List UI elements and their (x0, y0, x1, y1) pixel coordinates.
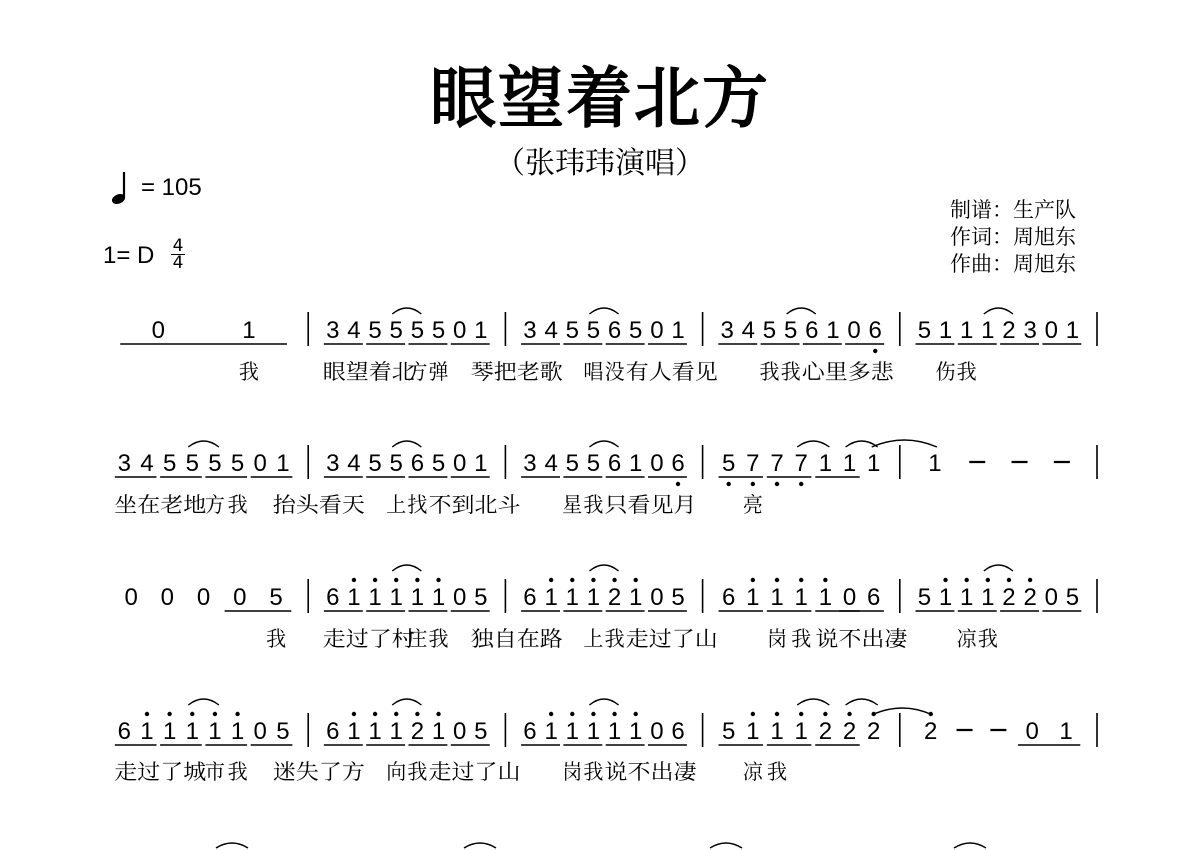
lyric: 岗 (767, 627, 788, 651)
note: 0 (847, 317, 861, 344)
lyric: 坐在老地 (114, 493, 207, 517)
note: 5 (185, 450, 199, 477)
note: 7 (794, 450, 808, 477)
note: 1 (818, 450, 833, 477)
tempo-text: = 105 (141, 174, 202, 201)
slur (392, 308, 421, 314)
slur (787, 308, 816, 314)
note: 1 (867, 450, 881, 477)
note: 0 (842, 584, 857, 611)
note: 5 (389, 317, 403, 344)
high-octave-dot (373, 578, 377, 582)
note: 1 (981, 584, 995, 611)
lyric: 我 (604, 627, 625, 651)
note: 1 (347, 584, 361, 611)
note: 1 (671, 317, 685, 344)
note: 1 (565, 584, 579, 611)
low-octave-dot (751, 482, 755, 486)
note: 5 (917, 317, 932, 344)
note: 5 (722, 718, 736, 745)
high-octave-dot (436, 578, 440, 582)
high-octave-dot (612, 712, 616, 716)
lyric: 走过了城 (114, 760, 207, 784)
high-octave-dot (190, 712, 194, 716)
lyric: 我 (977, 627, 998, 651)
slur (589, 699, 618, 705)
lyric: 说不出凄 (604, 760, 697, 784)
measure (324, 441, 490, 477)
lyric: 上 (386, 493, 407, 517)
note: 2 (818, 718, 833, 745)
measure (324, 308, 490, 344)
lyric: 方 (204, 493, 225, 517)
note: 1 (818, 584, 833, 611)
low-octave-dot (799, 482, 803, 486)
note: 5 (368, 450, 382, 477)
measure (115, 699, 293, 745)
slur (188, 699, 219, 705)
note: 5 (586, 317, 601, 344)
note: 6 (523, 718, 537, 745)
note: 5 (474, 718, 488, 745)
lyric: 上 (583, 627, 604, 651)
note: 3 (326, 317, 340, 344)
note: 3 (326, 450, 340, 477)
high-octave-dot (751, 578, 755, 582)
note: 1 (770, 584, 784, 611)
lyric: 亮 (742, 493, 763, 517)
slur (984, 308, 1013, 314)
high-octave-dot (570, 578, 574, 582)
note: 1 (474, 450, 488, 477)
note: 1 (586, 718, 601, 745)
tie (872, 708, 933, 715)
lyric: 星 (562, 493, 583, 517)
measure (719, 441, 881, 486)
high-octave-dot (213, 712, 217, 716)
note: 2 (842, 718, 857, 745)
note: 1 (794, 584, 808, 611)
slur (464, 843, 496, 848)
note: 0 (151, 317, 165, 344)
measure (719, 578, 884, 611)
slur (589, 308, 618, 314)
note: 5 (629, 317, 643, 344)
lyric: 不到北斗 (428, 493, 521, 517)
note: 1 (746, 718, 760, 745)
page-subtitle: （张玮玮演唱） (495, 146, 705, 181)
note: 4 (544, 450, 558, 477)
lyric: 没 (604, 360, 625, 384)
measure (521, 699, 687, 745)
lyric: 抬头看天 (272, 493, 365, 517)
note: 1 (746, 584, 760, 611)
note: 2 (1002, 317, 1016, 344)
slur (589, 565, 618, 571)
note: 6 (805, 317, 819, 344)
score-row (114, 699, 1097, 784)
note: 6 (326, 718, 340, 745)
note: 6 (722, 584, 736, 611)
lyric: 我 (407, 760, 428, 784)
lyric: 只看见月 (604, 493, 697, 517)
slur (797, 699, 829, 705)
note: 0 (1025, 718, 1039, 745)
note: 1 (410, 584, 425, 611)
note: 2 (1023, 584, 1037, 611)
lyric: 我 (266, 627, 287, 651)
lyric: 岗 (562, 760, 583, 784)
note: 1 (565, 718, 579, 745)
lyric: 向 (386, 760, 407, 784)
lyric: 琴把老歌 (470, 360, 563, 384)
note: 4 (140, 450, 154, 477)
note: 1 (389, 584, 403, 611)
note: 1 (347, 718, 361, 745)
note: 4 (347, 317, 361, 344)
note: 5 (671, 584, 685, 611)
lyric: 我 (791, 627, 812, 651)
time-signature-top: 4 (172, 236, 184, 256)
low-octave-dot (775, 482, 779, 486)
lyric: 我 (759, 360, 780, 384)
note: 5 (783, 317, 798, 344)
lyric: 走过了山 (625, 627, 718, 651)
lyric: 有人看见 (625, 360, 718, 384)
note: 1 (607, 718, 622, 745)
note: 1 (431, 584, 446, 611)
lyric: 弹 (428, 360, 449, 384)
high-octave-dot (235, 712, 239, 716)
note: 5 (586, 450, 601, 477)
note: 1 (242, 317, 256, 344)
note: 5 (722, 450, 736, 477)
lyric: 唱 (583, 360, 604, 384)
page-title: 眼望着北方 (430, 60, 770, 137)
slur (216, 843, 248, 848)
lyric: 我 (767, 760, 788, 784)
note: 1 (230, 718, 245, 745)
low-octave-dot (873, 349, 877, 353)
slur (589, 441, 618, 447)
note: 1 (629, 718, 643, 745)
note: 6 (868, 317, 882, 344)
note: 0 (452, 718, 467, 745)
lyric: 独自在路 (470, 627, 563, 651)
high-octave-dot (775, 578, 779, 582)
high-octave-dot (415, 578, 419, 582)
note: 5 (762, 317, 777, 344)
note: 5 (917, 584, 932, 611)
note: 0 (650, 450, 664, 477)
high-octave-dot (352, 712, 356, 716)
lyric: 眼望着北 (322, 360, 415, 384)
note: 3 (523, 317, 537, 344)
note: 1 (162, 718, 177, 745)
note: 0 (124, 584, 138, 611)
note: 1 (431, 718, 446, 745)
note: 1 (140, 718, 154, 745)
slur (846, 699, 878, 705)
note: 6 (117, 718, 132, 745)
slur (188, 441, 219, 447)
note: 0 (650, 584, 664, 611)
note: 3 (1023, 317, 1037, 344)
high-octave-dot (352, 578, 356, 582)
note: 5 (431, 317, 446, 344)
tie (872, 440, 937, 447)
note: 5 (565, 450, 579, 477)
slur (797, 441, 829, 447)
lyric: 迷失了方 (272, 760, 365, 784)
note: 1 (629, 584, 643, 611)
measure (915, 308, 1081, 344)
note: 4 (347, 450, 361, 477)
note: 6 (410, 450, 425, 477)
high-octave-dot (591, 712, 595, 716)
high-octave-dot (145, 712, 149, 716)
lyric: 凉 (956, 627, 978, 651)
lyrics-line (114, 493, 763, 517)
high-octave-dot (634, 712, 638, 716)
note: 0 (233, 584, 247, 611)
note: 1 (586, 584, 601, 611)
lyric: 说不出凄 (815, 627, 908, 651)
note: 1 (276, 450, 290, 477)
note: 0 (253, 718, 267, 745)
measure (324, 699, 490, 745)
note: 6 (671, 450, 685, 477)
note: 5 (1065, 584, 1080, 611)
lyric: 我 (428, 627, 449, 651)
slur (710, 843, 742, 848)
lyric: 我 (227, 760, 248, 784)
note: 5 (276, 718, 290, 745)
lyric: 我 (227, 493, 248, 517)
note: 6 (671, 718, 685, 745)
note: 7 (770, 450, 784, 477)
high-octave-dot (823, 578, 827, 582)
note: 1 (544, 584, 558, 611)
note: 5 (389, 450, 403, 477)
high-octave-dot (415, 712, 419, 716)
high-octave-dot (634, 578, 638, 582)
high-octave-dot (964, 578, 968, 582)
slur (392, 565, 421, 571)
credit-notation: 制谱：生产队 (950, 198, 1076, 222)
note: 0 (452, 584, 467, 611)
lyric: 伤 (935, 360, 956, 384)
note: 5 (368, 317, 382, 344)
measure (115, 441, 293, 477)
lyric: 我 (238, 360, 259, 384)
note: 1 (474, 317, 488, 344)
note: 1 (928, 450, 942, 477)
high-octave-dot (986, 578, 990, 582)
high-octave-dot (847, 712, 851, 716)
note: 2 (410, 718, 425, 745)
note: 2 (1002, 584, 1016, 611)
note: 6 (326, 584, 340, 611)
measure (120, 317, 287, 344)
score-row (124, 565, 1097, 651)
note: 0 (160, 584, 175, 611)
note: 6 (523, 584, 537, 611)
low-octave-dot (726, 482, 730, 486)
lyric: 市 (204, 760, 225, 784)
high-octave-dot (436, 712, 440, 716)
measure (924, 712, 1080, 745)
high-octave-dot (1007, 578, 1011, 582)
lyric: 心里多悲 (801, 360, 895, 384)
note: 4 (544, 317, 558, 344)
note: 5 (230, 450, 245, 477)
note: 0 (1044, 317, 1058, 344)
high-octave-dot (570, 712, 574, 716)
score-row (120, 308, 1097, 384)
high-octave-dot (373, 712, 377, 716)
note: 0 (650, 718, 664, 745)
note: 3 (117, 450, 132, 477)
lyric: 我 (583, 760, 604, 784)
note: 5 (410, 317, 425, 344)
credit-music: 作曲：周旭东 (950, 252, 1076, 276)
measure (324, 565, 490, 611)
note: 1 (208, 718, 222, 745)
high-octave-dot (775, 712, 779, 716)
lyric: 走过了山 (428, 760, 521, 784)
note: 0 (1044, 584, 1058, 611)
lyrics-line (266, 627, 998, 651)
high-octave-dot (549, 712, 553, 716)
note: 0 (253, 450, 267, 477)
note: 2 (867, 718, 881, 745)
note: 1 (185, 718, 199, 745)
note: 2 (607, 584, 622, 611)
note: 1 (826, 317, 840, 344)
lyric: 我 (956, 360, 977, 384)
note: 5 (208, 450, 222, 477)
note: 5 (269, 584, 283, 611)
lyrics-line (239, 360, 977, 384)
high-octave-dot (751, 712, 755, 716)
note: 7 (746, 450, 760, 477)
high-octave-dot (167, 712, 171, 716)
slur (984, 565, 1013, 571)
note: 6 (867, 584, 881, 611)
measure (521, 565, 687, 611)
lyric: 庄 (407, 627, 428, 651)
measure (124, 584, 291, 611)
high-octave-dot (394, 578, 398, 582)
high-octave-dot (1028, 578, 1032, 582)
note: 1 (842, 450, 857, 477)
measure (719, 699, 881, 745)
measure (915, 565, 1081, 611)
note: 1 (770, 718, 784, 745)
slur (954, 843, 986, 848)
high-octave-dot (823, 712, 827, 716)
note: 3 (523, 450, 537, 477)
note: 1 (1065, 317, 1080, 344)
lyric: 找 (407, 493, 428, 517)
note: 5 (474, 584, 488, 611)
note: 1 (959, 584, 974, 611)
key-text: 1= D (103, 242, 155, 269)
note: 1 (544, 718, 558, 745)
note: 4 (741, 317, 756, 344)
high-octave-dot (799, 712, 803, 716)
note: 0 (452, 317, 467, 344)
note: 0 (196, 584, 211, 611)
measure (521, 308, 687, 344)
high-octave-dot (612, 578, 616, 582)
low-octave-dot (676, 482, 680, 486)
note: 1 (368, 718, 382, 745)
slur (392, 441, 421, 447)
lyric: 走过了村 (322, 627, 415, 651)
score-row (114, 440, 1097, 517)
high-octave-dot (394, 712, 398, 716)
note: 5 (565, 317, 579, 344)
note: 1 (389, 718, 403, 745)
high-octave-dot (943, 578, 947, 582)
note: 1 (938, 584, 953, 611)
note: 1 (938, 317, 953, 344)
note: 5 (162, 450, 177, 477)
lyric: 我 (780, 360, 801, 384)
note: 1 (368, 584, 382, 611)
high-octave-dot (591, 578, 595, 582)
note: 6 (607, 317, 622, 344)
note: 3 (720, 317, 734, 344)
measure (718, 308, 884, 353)
lyric: 方 (407, 360, 428, 384)
lyrics-line (114, 760, 787, 784)
credit-lyrics: 作词：周旭东 (950, 225, 1076, 249)
high-octave-dot (549, 578, 553, 582)
note: 5 (431, 450, 446, 477)
time-signature-bottom: 4 (172, 253, 184, 273)
note: 2 (924, 718, 938, 745)
note: 6 (607, 450, 622, 477)
lyric: 我 (583, 493, 604, 517)
note: 1 (981, 317, 995, 344)
lyric: 凉 (742, 760, 764, 784)
slur (392, 699, 421, 705)
measure (928, 450, 1070, 477)
note: 0 (452, 450, 467, 477)
measure (521, 441, 687, 486)
note: 1 (1059, 718, 1073, 745)
note: 1 (959, 317, 974, 344)
note: 0 (650, 317, 664, 344)
high-octave-dot (799, 578, 803, 582)
note: 1 (629, 450, 643, 477)
note: 1 (794, 718, 808, 745)
